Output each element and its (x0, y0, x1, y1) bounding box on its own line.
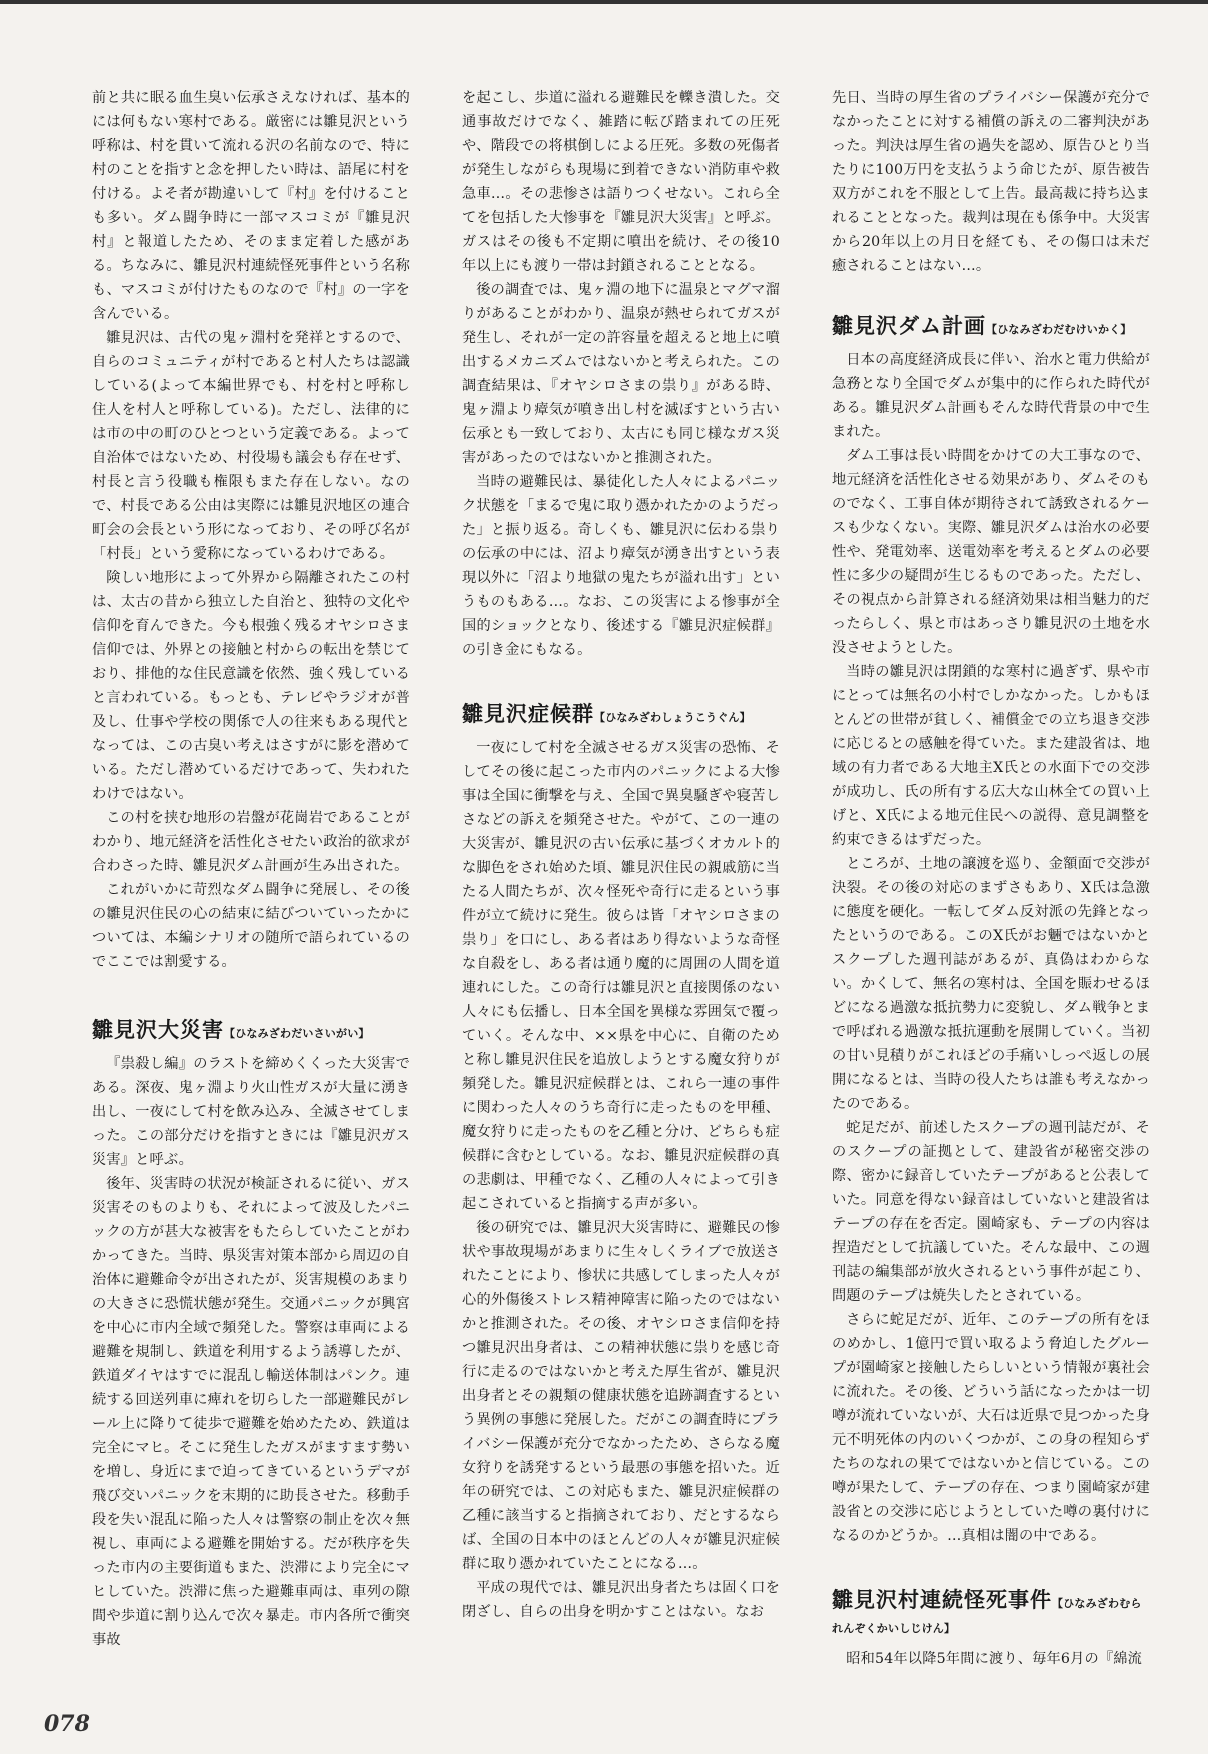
top-rule (0, 0, 1208, 4)
section-title: 雛見沢症候群 (462, 702, 594, 726)
paragraph: この村を挟む地形の岩盤が花崗岩であることがわかり、地元経済を活性化させたい政治的欲求が合わさった時、雛見沢ダム計画が生み出された。 (92, 810, 410, 874)
section-reading: 【ひなみざわだむけいかく】 (986, 323, 1132, 336)
paragraph: 日本の高度経済成長に伴い、治水と電力供給が急務となり全国でダムが集中的に作られた時代がある。雛見沢ダム計画もそんな時代背景の中で生まれた。 (832, 352, 1150, 440)
paragraph: 険しい地形によって外界から隔離されたこの村は、太古の昔から独立した自治と、独特の文化や信仰を育んできた。今も根強く残るオヤシロさま信仰では、外界との接触と村からの転出を禁じており、排他的な住民意識を依然、強く残していると言われている。もっとも、テレビやラジオが普及し、仕事や学校の関係で人の往来もある現代となっては、この古臭い考えはさすがに影を潜めている。ただし潜めているだけであって、失われたわけではない。 (92, 570, 410, 802)
paragraph: 前と共に眠る血生臭い伝承さえなければ、基本的には何もない寒村である。厳密には雛見沢という呼称は、村を貫いて流れる沢の名前なので、特に村のことを指すと念を押したい時は、語尾に村を付ける。よそ者が勘違いして『村』を付けることも多い。ダム闘争時に一部マスコミが『雛見沢村』と報道したため、そのまま定着した感がある。ちなみに、雛見沢村連続怪死事件という名称も、マスコミが付けたものなので『村』の一字を含んでいる。 (92, 90, 410, 322)
paragraph: 後の調査では、鬼ヶ淵の地下に温泉とマグマ溜りがあることがわかり、温泉が熱せられてガスが発生し、それが一定の許容量を超えると地上に噴出するメカニズムではないかと考えられた。この調査結果は、『オヤシロさまの祟り』がある時、鬼ヶ淵より瘴気が噴き出し村を滅ぼすという古い伝承とも一致しており、太古にも同じ様なガス災害があったのではないかと推測された。 (462, 282, 780, 466)
section-reading: 【ひなみざわしょうこうぐん】 (594, 711, 751, 724)
column-1 (92, 86, 410, 1652)
paragraph: 当時の雛見沢は閉鎖的な寒村に過ぎず、県や市にとっては無名の小村でしかなかった。しかもほとんどの世帯が貧しく、補償金での立ち退き交渉に応じるとの感触を得ていた。また建設省は、地域の有力者である大地主X氏との水面下での交渉が成功し、氏の所有する広大な山林全ての買い上げと、X氏による地元住民への説得、意見調整を約束できるはずだった。 (832, 664, 1150, 848)
section-reading: 【ひなみざわむられんぞくかいしじけん】 (832, 1597, 1142, 1635)
paragraph: を起こし、歩道に溢れる避難民を轢き潰した。交通事故だけでなく、雑踏に転び踏まれての圧死や、階段での将棋倒しによる圧死。多数の死傷者が発生しながらも現場に到着できない消防車や救急車…。その悲惨さは語りつくせない。これら全てを包括した大惨事を『雛見沢大災害』と呼ぶ。ガスはその後も不定期に噴出を続け、その後10年以上にも渡り一帯は封鎖されることとなる。 (462, 90, 780, 274)
page-number: 078 (44, 1711, 90, 1737)
paragraph: 『祟殺し編』のラストを締めくくった大災害である。深夜、鬼ヶ淵より火山性ガスが大量に湧き出し、一夜にして村を飲み込み、全滅させてしまった。この部分だけを指すときには『雛見沢ガス災害』と呼ぶ。 (92, 1056, 410, 1168)
paragraph: ところが、土地の譲渡を巡り、金額面で交渉が決裂。その後の対応のまずさもあり、X氏は急激に態度を硬化。一転してダム反対派の先鋒となったというのである。このX氏がお魎ではないかとスクープした週刊誌があるが、真偽はわからない。かくして、無名の寒村は、全国を賑わせるほどになる過激な抵抗勢力に変貌し、ダム戦争とまで呼ばれる過激な抵抗運動を展開していく。当初の甘い見積りがこれほどの手痛いしっぺ返しの展開になるとは、当時の役人たちは誰も考えなかったのである。 (832, 856, 1150, 1112)
paragraph: 雛見沢は、古代の鬼ヶ淵村を発祥とするので、自らのコミュニティが村であると村人たちは認識している(よって本編世界でも、村を村と呼称し住人を村人と呼称している)。ただし、法律的には市の中の町のひとつという定義である。よって自治体ではないため、村役場も議会も存在せず、村長と言う役職も権限もまた存在しない。なので、村長である公由は実際には雛見沢地区の連合町会の会長という形になっており、その呼び名が「村長」という愛称になっているわけである。 (92, 330, 410, 562)
section-heading (832, 314, 1150, 342)
paragraph: さらに蛇足だが、近年、このテープの所有をほのめかし、1億円で買い取るよう脅迫したグループが園崎家と接触したらしいという情報が裏社会に流れた。その後、どういう話になったかは一切噂が流れていないが、大石は近県で見つかった身元不明死体の内のいくつかが、この身の程知らずたちのなれの果てではないかと信じている。この噂が果たして、テープの存在、つまり園崎家が建設省との交渉に応じようとしていた噂の裏付けになるのかどうか。…真相は闇の中である。 (832, 1312, 1150, 1544)
paragraph: 蛇足だが、前述したスクープの週刊誌だが、そのスクープの証拠として、建設省が秘密交渉の際、密かに録音していたテープがあると公表していた。同意を得ない録音はしていないと建設省はテープの存在を否定。園崎家も、テープの内容は捏造だとして抗議していた。そんな最中、この週刊誌の編集部が放火されるという事件が起こり、問題のテープは焼失したとされている。 (832, 1120, 1150, 1304)
section-title: 雛見沢大災害 (92, 1018, 224, 1042)
paragraph: 後の研究では、雛見沢大災害時に、避難民の惨状や事故現場があまりに生々しくライブで放送されたことにより、惨状に共感してしまった人々が心的外傷後ストレス精神障害に陥ったのではないかと推測された。その後、オヤシロさま信仰を持つ雛見沢出身者は、この精神状態に祟りを感じ奇行に走るのではないかと考えた厚生省が、雛見沢出身者とその親類の健康状態を追跡調査するという異例の事態に発展した。だがこの調査時にプライバシー保護が充分でなかったため、さらなる魔女狩りを誘発するという最悪の事態を招いた。近年の研究では、この対応もまた、雛見沢症候群の乙種に該当すると指摘されており、だとするならば、全国の日本中のほとんどの人々が雛見沢症候群に取り憑かれていたことになる…。 (462, 1220, 780, 1572)
section-heading (92, 1018, 410, 1046)
column-2 (462, 86, 780, 1624)
paragraph: 当時の避難民は、暴徒化した人々によるパニック状態を「まるで鬼に取り憑かれたかのようだった」と振り返る。奇しくも、雛見沢に伝わる祟りの伝承の中には、沼より瘴気が湧き出すという表現以外に「沼より地獄の鬼たちが溢れ出す」というものもある…。なお、この災害による惨事が全国的ショックとなり、後述する『雛見沢症候群』の引き金にもなる。 (462, 474, 780, 658)
paragraph: 平成の現代では、雛見沢出身者たちは固く口を閉ざし、自らの出身を明かすことはない。なお (462, 1580, 780, 1620)
section-heading (462, 702, 780, 730)
paragraph: 先日、当時の厚生省のプライバシー保護が充分でなかったことに対する補償の訴えの二審判決があった。判決は厚生省の過失を認め、原告ひとり当たりに100万円を支払うよう命じたが、原告被告双方がこれを不服として上告。最高裁に持ち込まれることとなった。裁判は現在も係争中。大災害から20年以上の月日を経ても、その傷口は未だ癒されることはない…。 (832, 90, 1150, 274)
paragraph: これがいかに苛烈なダム闘争に発展し、その後の雛見沢住民の心の結束に結びついていったかについては、本編シナリオの随所で語られているのでここでは割愛する。 (92, 882, 410, 970)
paragraph: 後年、災害時の状況が検証されるに従い、ガス災害そのものよりも、それによって波及したパニックの方が甚大な被害をもたらしていたことがわかってきた。当時、県災害対策本部から周辺の自治体に避難命令が出されたが、災害規模のあまりの大きさに恐慌状態が発生。交通パニックが興宮を中心に市内全域で頻発した。警察は車両による避難を規制し、鉄道を利用するよう誘導したが、鉄道ダイヤはすでに混乱し輸送体制はパンク。連続する回送列車に痺れを切らした一部避難民がレール上に降りて徒歩で避難を始めたため、鉄道は完全にマヒ。そこに発生したガスがますます勢いを増し、身近にまで迫ってきているというデマが飛び交いパニックを末期的に助長させた。移動手段を失い混乱に陥った人々は警察の制止を次々無視し、車両による避難を開始する。だが秩序を失った市内の主要街道もまた、渋滞により完全にマヒしていた。渋滞に焦った避難車両は、車列の隙間や歩道に割り込んで次々暴走。市内各所で衝突事故 (92, 1176, 410, 1648)
section-heading (832, 1588, 1150, 1641)
section-title: 雛見沢ダム計画 (832, 314, 986, 338)
paragraph: 一夜にして村を全滅させるガス災害の恐怖、そしてその後に起こった市内のパニックによる大惨事は全国に衝撃を与え、全国で異臭騒ぎや寝苦しさなどの訴えを頻発させた。やがて、この一連の大災害が、雛見沢の古い伝承に基づくオカルト的な脚色をされ始めた頃、雛見沢住民の親戚筋に当たる人間たちが、次々怪死や奇行に走るという事件が立て続けに発生。彼らは皆「オヤシロさまの祟り」を口にし、ある者はあり得ないような奇怪な自殺をし、ある者は通り魔的に周囲の人間を道連れにした。この奇行は雛見沢と直接関係のない人々にも伝播し、日本全国を異様な雰囲気で覆っていく。そんな中、××県を中心に、自衛のためと称し雛見沢住民を追放しようとする魔女狩りが頻発した。雛見沢症候群とは、これら一連の事件に関わった人々のうち奇行に走ったものを甲種、魔女狩りに走ったものを乙種と分け、どちらも症候群に含むとしている。なお、雛見沢症候群の真の悲劇は、甲種でなく、乙種の人々によって引き起こされていると指摘する声が多い。 (462, 740, 780, 1212)
paragraph: ダム工事は長い時間をかけての大工事なので、地元経済を活性化させる効果があり、ダムそのものでなく、工事自体が期待されて誘致されるケースも少なくない。実際、雛見沢ダムは治水の必要性や、発電効率、送電効率を考えるとダムの必要性に多少の疑問が生じるものであった。ただし、その視点から計算される経済効果は相当魅力的だったらしく、県と市はあっさり雛見沢の土地を水没させようとした。 (832, 448, 1150, 656)
column-3 (832, 86, 1150, 1671)
section-title: 雛見沢村連続怪死事件 (832, 1588, 1052, 1612)
section-reading: 【ひなみざわだいさいがい】 (224, 1027, 370, 1040)
paragraph: 昭和54年以降5年間に渡り、毎年6月の『綿流 (846, 1651, 1143, 1667)
